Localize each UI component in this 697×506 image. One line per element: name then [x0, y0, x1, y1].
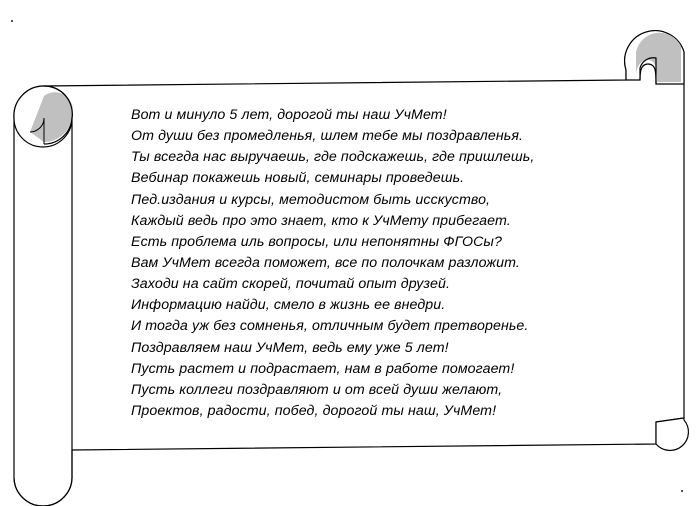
- poem-line: Заходи на сайт скорей, почитай опыт друзей.: [131, 276, 450, 293]
- poem-line: Вебинар покажешь новый, семинары проведешь.: [131, 170, 465, 187]
- corner-dot-top: [11, 20, 13, 22]
- poem-line: Есть проблема иль вопросы, или непонятны ФГОСы?: [131, 233, 502, 250]
- poem-line: Ты всегда нас выручаешь, где подскажешь, где пришлешь,: [131, 149, 535, 166]
- poem-line: Поздравляем наш УчМет, ведь ему уже 5 лет!: [131, 339, 449, 356]
- poem-line: Информацию найди, смело в жизнь ее внедри.: [131, 297, 446, 314]
- poem-line: Пед.издания и курсы, методистом быть исскуство,: [131, 191, 491, 208]
- poem-line: Вам УчМет всегда поможет, все по полочкам разложит.: [131, 254, 520, 271]
- poem-line: И тогда уж без сомненья, отличным будет претворенье.: [131, 318, 529, 335]
- poem-line: Вот и минуло 5 лет, дорогой ты наш УчМет!: [131, 107, 447, 123]
- poem-line: Проектов, радости, побед, дорогой ты наш, УчМет!: [131, 402, 497, 419]
- poem-line: Каждый ведь про это знает, кто к УчМету прибегает.: [131, 212, 511, 229]
- poem-line: От души без промедленья, шлем тебе мы поздравленья.: [131, 128, 524, 145]
- poem-text: [131, 105, 534, 422]
- poem-line: Пусть растет и подрастает, нам в работе помогает!: [131, 360, 515, 377]
- corner-dot-bottom: [681, 490, 683, 492]
- bottom-right-fold: [656, 418, 688, 450]
- poem-line: Пусть коллеги поздравляют и от всей души желают,: [131, 381, 503, 398]
